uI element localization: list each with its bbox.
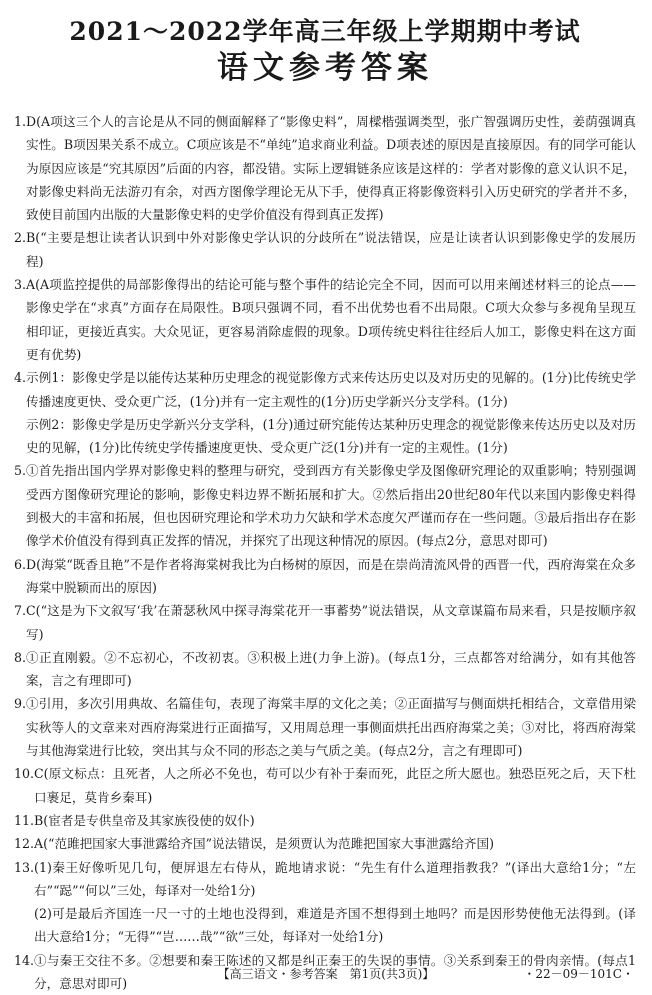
answer-number: 2. — [14, 230, 27, 246]
answer-body — [34, 856, 636, 949]
answer-item — [14, 856, 636, 949]
answer-item — [14, 832, 636, 855]
answer-number: 3. — [14, 277, 27, 293]
answer-paragraph: (1)秦王好像听见几句，便屏退左右侍从，跪地请求说：“先生有什么道理指教我？”(译出大意给1分；“左右”“跽”“何以”三处，每译对一处给1分) — [34, 859, 636, 898]
answer-body — [34, 809, 636, 832]
answer-body — [26, 599, 636, 646]
answer-number: 4. — [14, 370, 27, 386]
answer-paragraph: A(“范雎把国家大事泄露给齐国”说法错误，是须贾认为范雎把国家大事泄露给齐国) — [34, 836, 495, 852]
answer-body — [26, 226, 636, 273]
answer-paragraph: ①引用，多次引用典故、名篇佳句，表现了海棠丰厚的文化之美；②正面描写与侧面烘托相结合，文章借用梁实秋等人的文章来对西府海棠进行正面描写，又用周总理一事侧面烘托出西府海棠之美；③对比，将西府海棠与其他海棠进行比较，突出其与众不同的形态之美与气质之美。(每点2分，言之有理即可) — [26, 696, 636, 759]
answer-body — [34, 762, 636, 809]
answer-body — [26, 459, 636, 552]
answer-body — [26, 273, 636, 366]
answer-body — [34, 832, 636, 855]
answer-paragraph: B(“主要是想让读者认识到中外对影像史学认识的分歧所在”说法错误，应是让读者认识到影像史学的发展历程) — [26, 230, 636, 269]
answer-paragraph: C(原文标点：且死者，人之所必不免也，苟可以少有补于秦而死，此臣之所大愿也。独恐臣死之后，天下杜口裹足，莫肯乡秦耳) — [34, 766, 636, 805]
answer-item — [14, 762, 636, 809]
answer-item — [14, 110, 636, 226]
answer-paragraph: D(A项这三个人的言论是从不同的侧面解释了“影像史料”，周樑楷强调类型，张广智强调历史性，姜荫强调真实性。B项因果关系不成立。C项应该是不“单纯”追求商业利益。D项表述的原因是直接原因。有的同学可能认为原因应该是“究其原因”后面的内容，都没错。实际上逻辑链条应该是这样的：学者对影像的意义认识不足，对影像史料尚无法游刃有余，对西方图像学理论无从下手，使得真正将影像资料引入历史研究的学者并不多，致使目前国内出版的大量影像史料的史学价值没有得到真正发挥) — [26, 114, 636, 223]
answer-paragraph: 示例2：影像史学是历史学新兴分支学科，(1分)通过研究能传达某种历史理念的视觉影像来传达历史以及对历史的见解，(1分)比传统史学传播速度更快、受众更广泛(1分)并有一定的主观性。(1分) — [26, 416, 636, 456]
answer-number: 10. — [14, 766, 35, 782]
answer-number: 12. — [14, 836, 35, 852]
answer-paragraph: ①首先指出国内学界对影像史料的整理与研究，受到西方有关影像史学及图像研究理论的双重影响；特别强调受西方图像研究理论的影响，影像史料边界不断拓展和扩大。②然后指出20世纪80年代以来国内影像史料得到极大的丰富和拓展，但也因研究理论和学术功力欠缺和学术态度欠严谨而存在一些问题。③最后指出存在影像学术价值没有得到真正发挥的情况，并探究了出现这种情况的原因。(每点2分，意思对即可) — [26, 463, 636, 549]
answer-item — [14, 226, 636, 273]
answer-paragraph: A(A项监控提供的局部影像得出的结论可能与整个事件的结论完全不同，因而可以用来阐述材料三的论点——影像史学在“求真”方面存在局限性。B项只强调不同，看不出优势也看不出局限。C项大众参与多视角呈现互相印证，更接近真实。大众见证，更容易消除虚假的现象。D项传统史料往往经后人加工，影像史料在这方面更有优势) — [26, 277, 636, 362]
answer-item — [14, 599, 636, 646]
answer-paragraph: D(海棠“既香且艳”不是作者将海棠树我比为白杨树的原因，而是在崇尚清流风骨的西晋一代，西府海棠在众多海棠中脱颖而出的原因) — [26, 556, 636, 595]
exam-title: 2021～2022学年高三年级上学期期中考试 — [69, 17, 581, 46]
answer-body — [26, 692, 636, 762]
answer-body — [26, 646, 636, 693]
answer-paragraph: 示例1：影像史学是以能传达某种历史理念的视觉影像方式来传达历史以及对历史的见解的。(1分)比传统史学传播速度更快、受众更广泛，(1分)并有一定主观性的(1分)历史学新兴分支学科。(1分) — [26, 370, 636, 409]
document-title: 语文参考答案 — [217, 50, 433, 86]
footer-page-label: 【高三语文・参考答案 第1页(共3页)】 — [217, 967, 435, 981]
answer-number: 14. — [14, 952, 35, 968]
answer-paragraph: ①正直刚毅。②不忘初心，不改初衷。③积极上进(力争上游)。(每点1分，三点都答对给满分，如有其他答案，言之有理即可) — [26, 649, 636, 689]
answer-paragraph: (2)可是最后齐国连一尺一寸的土地也没得到，难道是齐国不想得到土地吗？而是因形势使他无法得到。(译出大意给1分；“无得”“岂……哉”“欲”三处，每译对一处给1分) — [34, 906, 636, 945]
answer-paragraph: B(宦者是专供皇帝及其家族役使的奴仆) — [34, 812, 255, 828]
answer-number: 1. — [14, 114, 27, 129]
answer-number: 5. — [14, 463, 27, 479]
answer-item — [14, 692, 636, 762]
answer-item — [14, 366, 636, 459]
answer-number: 13. — [14, 859, 35, 875]
answer-body — [26, 553, 636, 600]
answer-list — [14, 110, 636, 995]
answer-item — [14, 809, 636, 832]
page-footer — [0, 965, 652, 982]
answer-paragraph: ①与秦王交往不多。②想要和秦王陈述的又都是纠正秦王的失误的事情。③关系到秦王的骨肉亲情。(每点1分，意思对即可) — [34, 952, 636, 991]
answer-number: 9. — [14, 696, 27, 712]
answer-body — [26, 110, 636, 226]
answer-body — [26, 366, 636, 459]
answer-item — [14, 553, 636, 600]
answer-number: 7. — [14, 603, 27, 619]
answer-item — [14, 459, 636, 552]
answer-item — [14, 273, 636, 366]
answer-paragraph: C(“这是为下文叙写‘我’在萧瑟秋风中探寻海棠花开一事蓄势”说法错误，从文章谋篇布局来看，只是按顺序叙写) — [26, 603, 636, 642]
answer-number: 8. — [14, 649, 27, 665]
answer-item — [14, 646, 636, 693]
answer-number: 6. — [14, 556, 27, 572]
footer-code: ・22－09－101C・ — [523, 967, 634, 981]
answer-number: 11. — [14, 812, 35, 828]
